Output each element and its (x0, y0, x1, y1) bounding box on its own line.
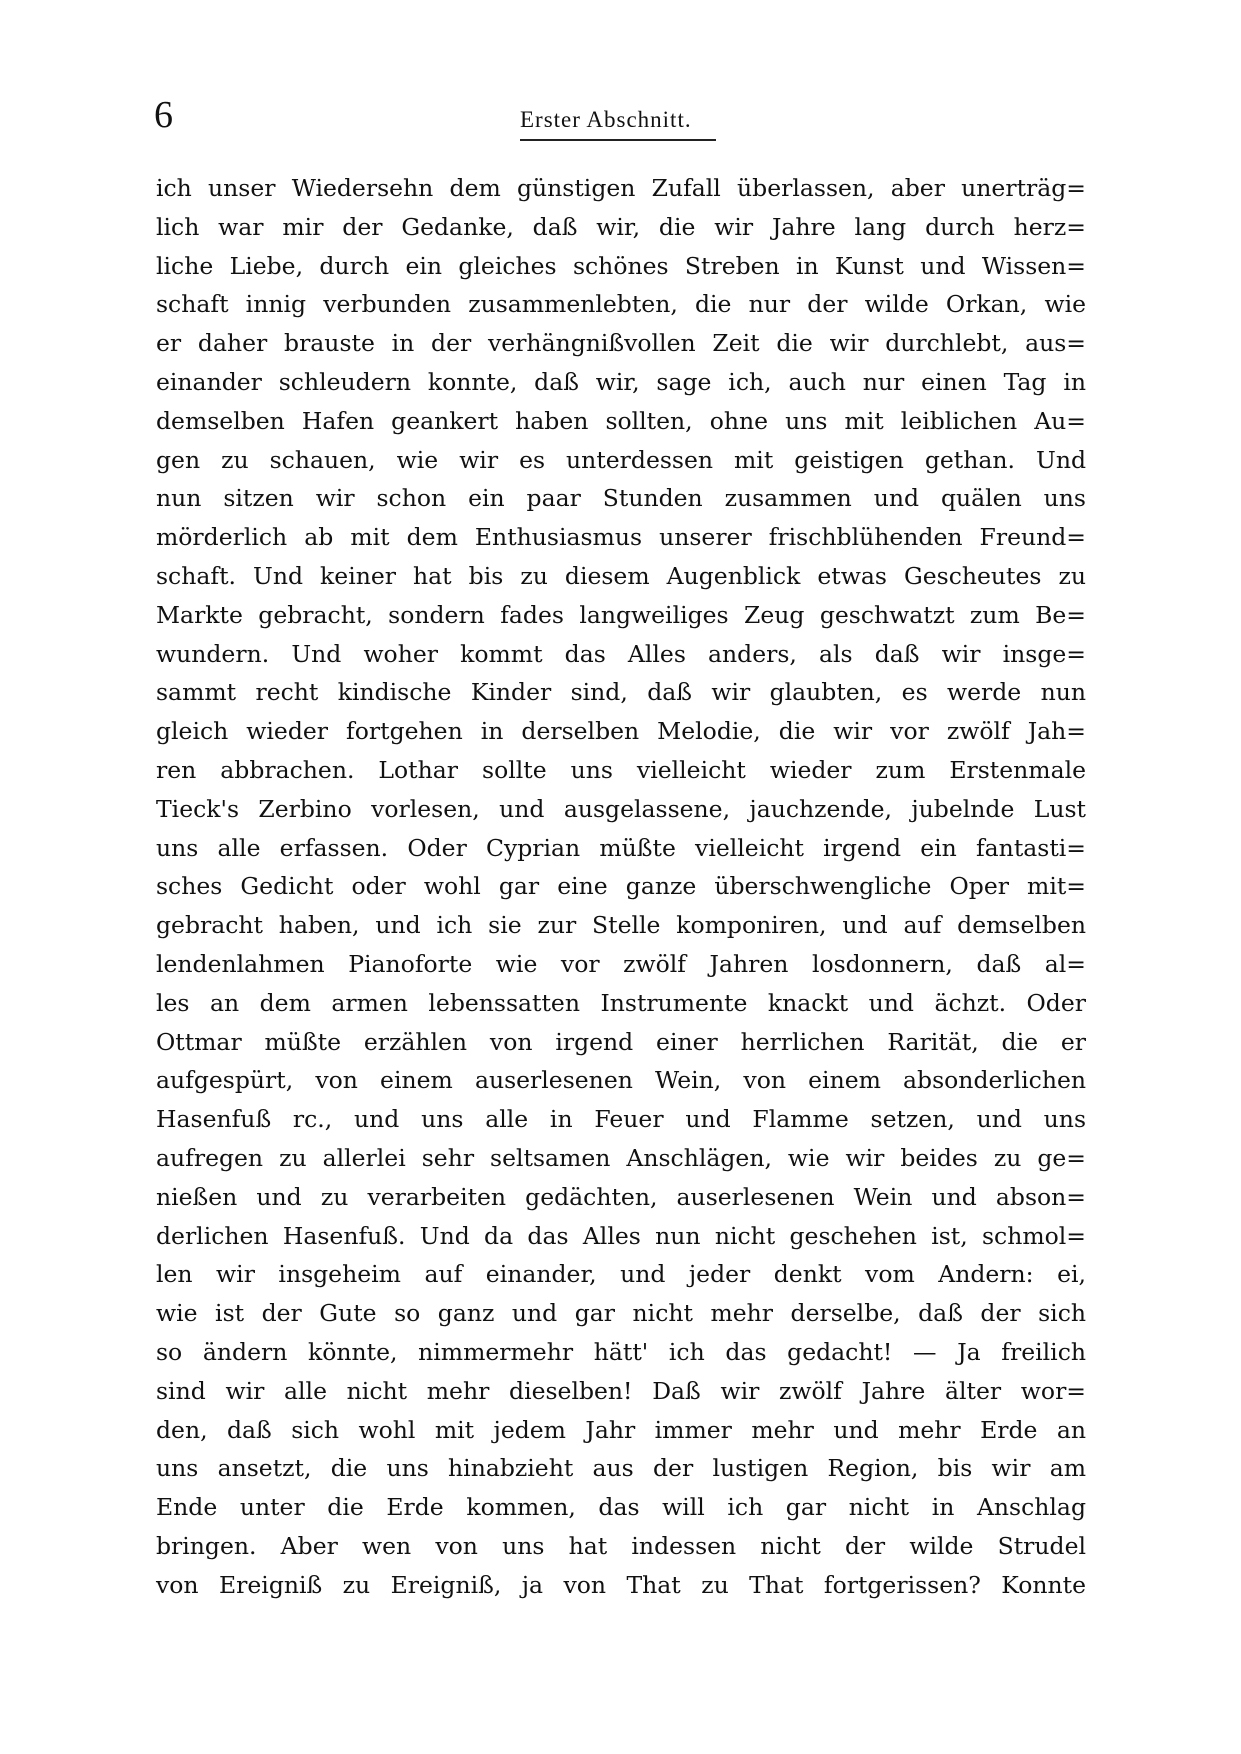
text-line: den, daß sich wohl mit jedem Jahr immer mehr und mehr Erde an (156, 1415, 1086, 1444)
text-line: lendenlahmen Pianoforte wie vor zwölf Jahren losdonnern, daß al= (156, 949, 1086, 978)
text-line: uns alle erfassen. Oder Cyprian müßte vielleicht irgend ein fantasti= (156, 833, 1086, 862)
text-line: nun sitzen wir schon ein paar Stunden zusammen und quälen uns (156, 484, 1086, 513)
text-line: liche Liebe, durch ein gleiches schönes Streben in Kunst und Wissen= (156, 251, 1086, 280)
text-line: einander schleudern konnte, daß wir, sage ich, auch nur einen Tag in (156, 367, 1086, 396)
text-line: sammt recht kindische Kinder sind, daß wir glaubten, es werde nun (156, 678, 1086, 707)
text-line: mörderlich ab mit dem Enthusiasmus unserer frischblühenden Freund= (156, 523, 1086, 552)
text-line: Hasenfuß rc., und uns alle in Feuer und Flamme setzen, und uns (156, 1105, 1086, 1134)
text-line: Markte gebracht, sondern fades langweiliges Zeug geschwatzt zum Be= (156, 600, 1086, 629)
text-line: Ottmar müßte erzählen von irgend einer herrlichen Rarität, die er (156, 1027, 1086, 1056)
text-line: les an dem armen lebenssatten Instrumente knackt und ächzt. Oder (156, 988, 1086, 1017)
text-line: ren abbrachen. Lothar sollte uns vielleicht wieder zum Erstenmale (156, 755, 1086, 784)
text-line: aufgespürt, von einem auserlesenen Wein, von einem absonderlichen (156, 1066, 1086, 1095)
text-line: er daher brauste in der verhängnißvollen Zeit die wir durchlebt, aus= (156, 329, 1086, 358)
text-line: wundern. Und woher kommt das Alles anders, als daß wir insge= (156, 639, 1086, 668)
text-line: schaft innig verbunden zusammenlebten, die nur der wilde Orkan, wie (156, 290, 1086, 319)
text-line: ich unser Wiedersehn dem günstigen Zufall überlassen, aber unerträg= (156, 174, 1086, 202)
text-line: gebracht haben, und ich sie zur Stelle komponiren, und auf demselben (156, 911, 1086, 940)
body-text (156, 169, 1086, 1604)
text-line: sches Gedicht oder wohl gar eine ganze überschwengliche Oper mit= (156, 872, 1086, 901)
text-line: nießen und zu verarbeiten gedächten, auserlesenen Wein und abson= (156, 1182, 1086, 1211)
text-line: gleich wieder fortgehen in derselben Melodie, die wir vor zwölf Jah= (156, 717, 1086, 746)
page-number: 6 (154, 94, 173, 136)
text-line: bringen. Aber wen von uns hat indessen nicht der wilde Strudel (156, 1531, 1086, 1560)
text-line: Ende unter die Erde kommen, das will ich gar nicht in Anschlag (156, 1493, 1086, 1522)
text-line: sind wir alle nicht mehr dieselben! Daß wir zwölf Jahre älter wor= (156, 1376, 1086, 1405)
text-line: len wir insgeheim auf einander, und jeder denkt vom Andern: ei, (156, 1260, 1086, 1289)
running-head: Erster Abschnitt. (520, 107, 692, 132)
text-line: schaft. Und keiner hat bis zu diesem Augenblick etwas Gescheutes zu (156, 561, 1086, 590)
text-line: aufregen zu allerlei sehr seltsamen Anschlägen, wie wir beides zu ge= (156, 1143, 1086, 1172)
text-line: demselben Hafen geankert haben sollten, ohne uns mit leiblichen Au= (156, 406, 1086, 435)
text-line: Tieck's Zerbino vorlesen, und ausgelassene, jauchzende, jubelnde Lust (156, 794, 1086, 823)
text-line: gen zu schauen, wie wir es unterdessen mit geistigen gethan. Und (156, 445, 1086, 474)
text-line: uns ansetzt, die uns hinabzieht aus der lustigen Region, bis wir am (156, 1454, 1086, 1483)
text-line: von Ereigniß zu Ereigniß, ja von That zu That fortgerissen? Konnte (156, 1570, 1086, 1599)
text-line: wie ist der Gute so ganz und gar nicht mehr derselbe, daß der sich (156, 1299, 1086, 1328)
text-line: so ändern könnte, nimmermehr hätt' ich das gedacht! — Ja freilich (156, 1337, 1086, 1366)
text-line: derlichen Hasenfuß. Und da das Alles nun nicht geschehen ist, schmol= (156, 1221, 1086, 1250)
running-head-underline (520, 139, 716, 141)
text-line: lich war mir der Gedanke, daß wir, die wir Jahre lang durch herz= (156, 212, 1086, 241)
